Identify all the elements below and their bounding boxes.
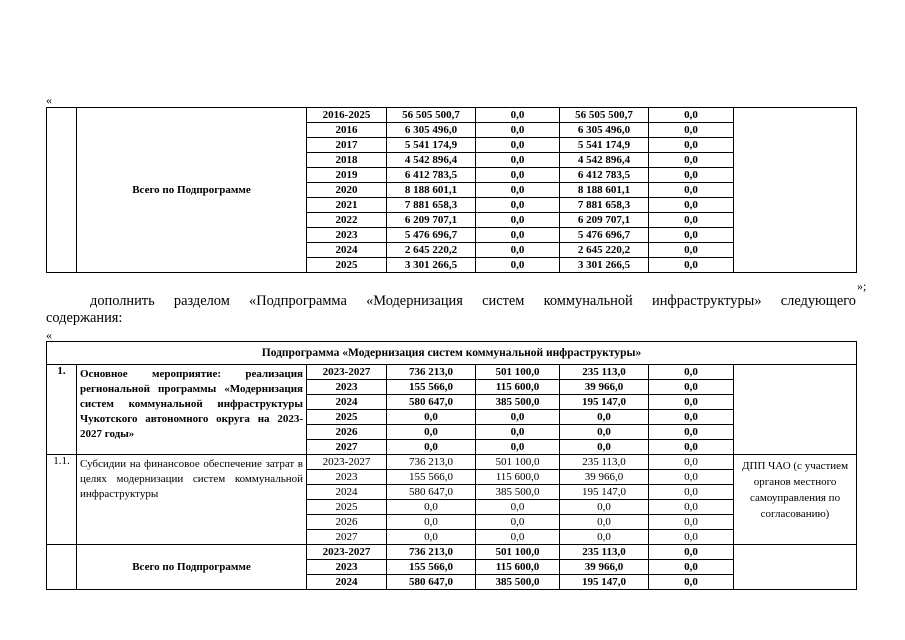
district-budget-cell: 115 600,0: [476, 470, 560, 485]
opening-quote: «: [46, 93, 52, 107]
section-number: 1.: [47, 365, 77, 455]
other-cell: 0,0: [649, 440, 734, 455]
period-cell: 2026: [307, 515, 387, 530]
other-cell: 0,0: [649, 108, 734, 123]
table1-body: [47, 108, 857, 273]
regional-budget-cell: 235 113,0: [560, 545, 649, 560]
period-cell: 2023-2027: [307, 365, 387, 380]
other-cell: 0,0: [649, 123, 734, 138]
regional-budget-cell: 0,0: [560, 425, 649, 440]
total-cell: 580 647,0: [387, 395, 476, 410]
period-cell: 2023: [307, 470, 387, 485]
table2-body: [47, 342, 857, 590]
period-cell: 2024: [307, 575, 387, 590]
other-cell: 0,0: [649, 198, 734, 213]
total-cell: 0,0: [387, 410, 476, 425]
district-budget-cell: 0,0: [476, 213, 560, 228]
total-cell: 3 301 266,5: [387, 258, 476, 273]
other-cell: 0,0: [649, 168, 734, 183]
amendment-paragraph-line2: содержания:: [46, 310, 123, 326]
district-budget-cell: 115 600,0: [476, 380, 560, 395]
period-cell: 2025: [307, 258, 387, 273]
district-budget-cell: 385 500,0: [476, 485, 560, 500]
period-cell: 2019: [307, 168, 387, 183]
district-budget-cell: 0,0: [476, 228, 560, 243]
regional-budget-cell: 4 542 896,4: [560, 153, 649, 168]
total-cell: 56 505 500,7: [387, 108, 476, 123]
total-cell: 0,0: [387, 500, 476, 515]
total-cell: 580 647,0: [387, 575, 476, 590]
total-cell: 5 541 174,9: [387, 138, 476, 153]
district-budget-cell: 0,0: [476, 258, 560, 273]
number-cell: [47, 545, 77, 590]
total-cell: 2 645 220,2: [387, 243, 476, 258]
table-row: [47, 455, 857, 470]
regional-budget-cell: 3 301 266,5: [560, 258, 649, 273]
other-cell: 0,0: [649, 228, 734, 243]
total-cell: 0,0: [387, 530, 476, 545]
subprogram-title: Подпрограмма «Модернизация систем коммунальной инфраструктуры»: [47, 342, 857, 365]
total-cell: 155 566,0: [387, 470, 476, 485]
regional-budget-cell: 0,0: [560, 410, 649, 425]
total-cell: 736 213,0: [387, 545, 476, 560]
district-budget-cell: 0,0: [476, 515, 560, 530]
subprogram-total-table: [46, 107, 857, 273]
other-cell: 0,0: [649, 183, 734, 198]
other-cell: 0,0: [649, 138, 734, 153]
period-cell: 2017: [307, 138, 387, 153]
executor-cell: [734, 545, 857, 590]
other-cell: 0,0: [649, 425, 734, 440]
subsidy-text: Субсидии на финансовое обеспечение затрат в целях модернизации систем коммунальной инфраструктуры: [77, 455, 307, 545]
executor-cell: [734, 108, 857, 273]
total-cell: 580 647,0: [387, 485, 476, 500]
period-cell: 2016-2025: [307, 108, 387, 123]
district-budget-cell: 0,0: [476, 500, 560, 515]
district-budget-cell: 0,0: [476, 138, 560, 153]
other-cell: 0,0: [649, 485, 734, 500]
total-cell: 0,0: [387, 515, 476, 530]
regional-budget-cell: 0,0: [560, 440, 649, 455]
total-cell: 6 209 707,1: [387, 213, 476, 228]
regional-budget-cell: 195 147,0: [560, 575, 649, 590]
period-cell: 2023-2027: [307, 545, 387, 560]
amendment-paragraph-line1: дополнить разделом «Подпрограмма «Модернизация систем коммунальной инфраструктуры» следующего: [90, 293, 856, 309]
main-activity-text: Основное мероприятие: реализация региональной программы «Модернизация систем коммунальной инфраструктуры Чукотского автономного округа на 2023-2027 годы»: [77, 365, 307, 455]
other-cell: 0,0: [649, 213, 734, 228]
regional-budget-cell: 2 645 220,2: [560, 243, 649, 258]
closing-quote: »;: [857, 279, 867, 293]
regional-budget-cell: 6 209 707,1: [560, 213, 649, 228]
modernization-subprogram-table: [46, 341, 857, 590]
other-cell: 0,0: [649, 500, 734, 515]
regional-budget-cell: 5 476 696,7: [560, 228, 649, 243]
district-budget-cell: 501 100,0: [476, 455, 560, 470]
regional-budget-cell: 235 113,0: [560, 365, 649, 380]
other-cell: 0,0: [649, 258, 734, 273]
district-budget-cell: 0,0: [476, 198, 560, 213]
other-cell: 0,0: [649, 560, 734, 575]
district-budget-cell: 0,0: [476, 425, 560, 440]
period-cell: 2022: [307, 213, 387, 228]
total-cell: 0,0: [387, 425, 476, 440]
regional-budget-cell: 39 966,0: [560, 380, 649, 395]
table-row: [47, 545, 857, 560]
period-cell: 2024: [307, 395, 387, 410]
regional-budget-cell: 7 881 658,3: [560, 198, 649, 213]
table-title-row: [47, 342, 857, 365]
regional-budget-cell: 8 188 601,1: [560, 183, 649, 198]
regional-budget-cell: 195 147,0: [560, 395, 649, 410]
other-cell: 0,0: [649, 515, 734, 530]
period-cell: 2023: [307, 560, 387, 575]
regional-budget-cell: 5 541 174,9: [560, 138, 649, 153]
total-cell: 4 542 896,4: [387, 153, 476, 168]
period-cell: 2025: [307, 410, 387, 425]
regional-budget-cell: 56 505 500,7: [560, 108, 649, 123]
regional-budget-cell: 0,0: [560, 500, 649, 515]
total-cell: 8 188 601,1: [387, 183, 476, 198]
district-budget-cell: 0,0: [476, 168, 560, 183]
period-cell: 2027: [307, 530, 387, 545]
period-cell: 2024: [307, 485, 387, 500]
regional-budget-cell: 195 147,0: [560, 485, 649, 500]
period-cell: 2027: [307, 440, 387, 455]
regional-budget-cell: 6 305 496,0: [560, 123, 649, 138]
other-cell: 0,0: [649, 380, 734, 395]
regional-budget-cell: 0,0: [560, 530, 649, 545]
number-cell: [47, 108, 77, 273]
period-cell: 2023: [307, 380, 387, 395]
other-cell: 0,0: [649, 395, 734, 410]
district-budget-cell: 0,0: [476, 530, 560, 545]
district-budget-cell: 385 500,0: [476, 395, 560, 410]
period-cell: 2024: [307, 243, 387, 258]
subsection-number: 1.1.: [47, 455, 77, 545]
total-cell: 155 566,0: [387, 560, 476, 575]
total-cell: 736 213,0: [387, 455, 476, 470]
other-cell: 0,0: [649, 470, 734, 485]
period-cell: 2018: [307, 153, 387, 168]
period-cell: 2026: [307, 425, 387, 440]
other-cell: 0,0: [649, 455, 734, 470]
other-cell: 0,0: [649, 545, 734, 560]
other-cell: 0,0: [649, 153, 734, 168]
district-budget-cell: 0,0: [476, 153, 560, 168]
total-label: Всего по Подпрограмме: [77, 108, 307, 273]
total-label: Всего по Подпрограмме: [77, 545, 307, 590]
other-cell: 0,0: [649, 243, 734, 258]
table-row: [47, 108, 857, 123]
other-cell: 0,0: [649, 365, 734, 380]
district-budget-cell: 0,0: [476, 183, 560, 198]
executor-cell: ДПП ЧАО (с участием органов местного самоуправления по согласованию): [734, 455, 857, 545]
district-budget-cell: 0,0: [476, 440, 560, 455]
district-budget-cell: 0,0: [476, 108, 560, 123]
total-cell: 6 305 496,0: [387, 123, 476, 138]
table-row: [47, 365, 857, 380]
executor-cell: [734, 365, 857, 455]
period-cell: 2016: [307, 123, 387, 138]
regional-budget-cell: 0,0: [560, 515, 649, 530]
period-cell: 2025: [307, 500, 387, 515]
district-budget-cell: 385 500,0: [476, 575, 560, 590]
total-cell: 6 412 783,5: [387, 168, 476, 183]
regional-budget-cell: 235 113,0: [560, 455, 649, 470]
regional-budget-cell: 6 412 783,5: [560, 168, 649, 183]
other-cell: 0,0: [649, 530, 734, 545]
period-cell: 2021: [307, 198, 387, 213]
total-cell: 5 476 696,7: [387, 228, 476, 243]
district-budget-cell: 501 100,0: [476, 545, 560, 560]
regional-budget-cell: 39 966,0: [560, 560, 649, 575]
district-budget-cell: 115 600,0: [476, 560, 560, 575]
total-cell: 736 213,0: [387, 365, 476, 380]
other-cell: 0,0: [649, 575, 734, 590]
regional-budget-cell: 39 966,0: [560, 470, 649, 485]
other-cell: 0,0: [649, 410, 734, 425]
total-cell: 155 566,0: [387, 380, 476, 395]
district-budget-cell: 0,0: [476, 410, 560, 425]
district-budget-cell: 0,0: [476, 123, 560, 138]
period-cell: 2023: [307, 228, 387, 243]
district-budget-cell: 501 100,0: [476, 365, 560, 380]
total-cell: 7 881 658,3: [387, 198, 476, 213]
opening-quote-2: «: [46, 328, 52, 342]
total-cell: 0,0: [387, 440, 476, 455]
period-cell: 2023-2027: [307, 455, 387, 470]
district-budget-cell: 0,0: [476, 243, 560, 258]
period-cell: 2020: [307, 183, 387, 198]
